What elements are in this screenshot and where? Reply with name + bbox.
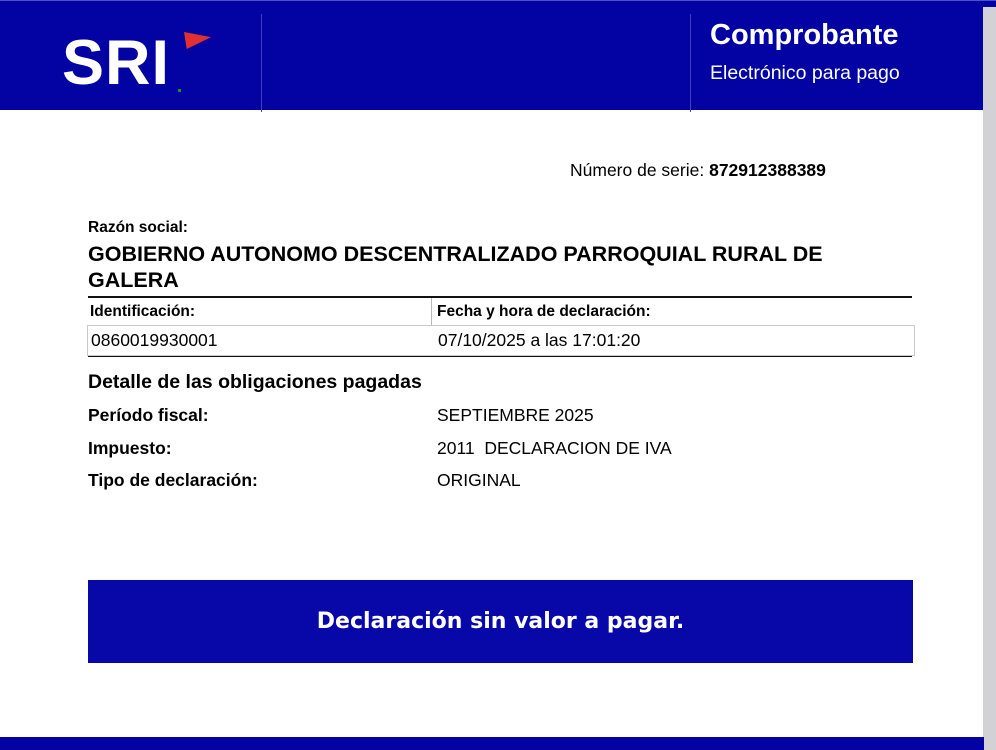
identificacion-label: Identificación: — [90, 303, 196, 320]
page-title: Comprobante — [710, 19, 899, 51]
serial-number-label: Número de serie: — [570, 160, 710, 180]
footer-bar — [0, 737, 984, 750]
identificacion-value: 0860019930001 — [91, 330, 218, 350]
header-divider — [261, 14, 262, 112]
tipo-declaracion-value: ORIGINAL — [437, 470, 521, 490]
tipo-declaracion-label: Tipo de declaración: — [88, 470, 258, 490]
identification-table — [88, 296, 912, 357]
fecha-declaracion-value: 07/10/2025 a las 17:01:20 — [438, 330, 641, 350]
impuesto-value: 2011 DECLARACION DE IVA — [437, 438, 672, 458]
periodo-fiscal-label: Período fiscal: — [88, 405, 209, 425]
header-title-block — [710, 19, 980, 85]
fecha-declaracion-label: Fecha y hora de declaración: — [437, 303, 651, 320]
sri-logo-text: SRI — [62, 28, 171, 98]
vertical-scrollbar[interactable] — [983, 7, 996, 750]
table-value-row — [87, 325, 915, 356]
sri-logo-green-dot — [178, 89, 181, 92]
no-payment-banner-text: Declaración sin valor a pagar. — [316, 609, 685, 634]
detail-row-periodo — [88, 405, 912, 427]
sri-logo-red-flag-icon — [184, 32, 211, 49]
serial-number — [570, 160, 826, 181]
periodo-fiscal-value: SEPTIEMBRE 2025 — [437, 405, 594, 425]
razon-social-value: GOBIERNO AUTONOMO DESCENTRALIZADO PARROQUIAL RURAL DE GALERA — [88, 242, 823, 292]
razon-social-label: Razón social: — [88, 219, 188, 236]
page-subtitle: Electrónico para pago — [710, 62, 900, 84]
impuesto-label: Impuesto: — [88, 438, 172, 458]
detalle-heading: Detalle de las obligaciones pagadas — [88, 371, 422, 393]
detail-row-impuesto — [88, 438, 912, 460]
header-bar — [0, 6, 984, 110]
detail-row-tipo-declaracion — [88, 470, 912, 492]
no-payment-banner — [88, 580, 913, 663]
serial-number-value: 872912388389 — [709, 160, 826, 180]
sri-logo — [62, 18, 222, 108]
header-divider — [690, 14, 691, 112]
